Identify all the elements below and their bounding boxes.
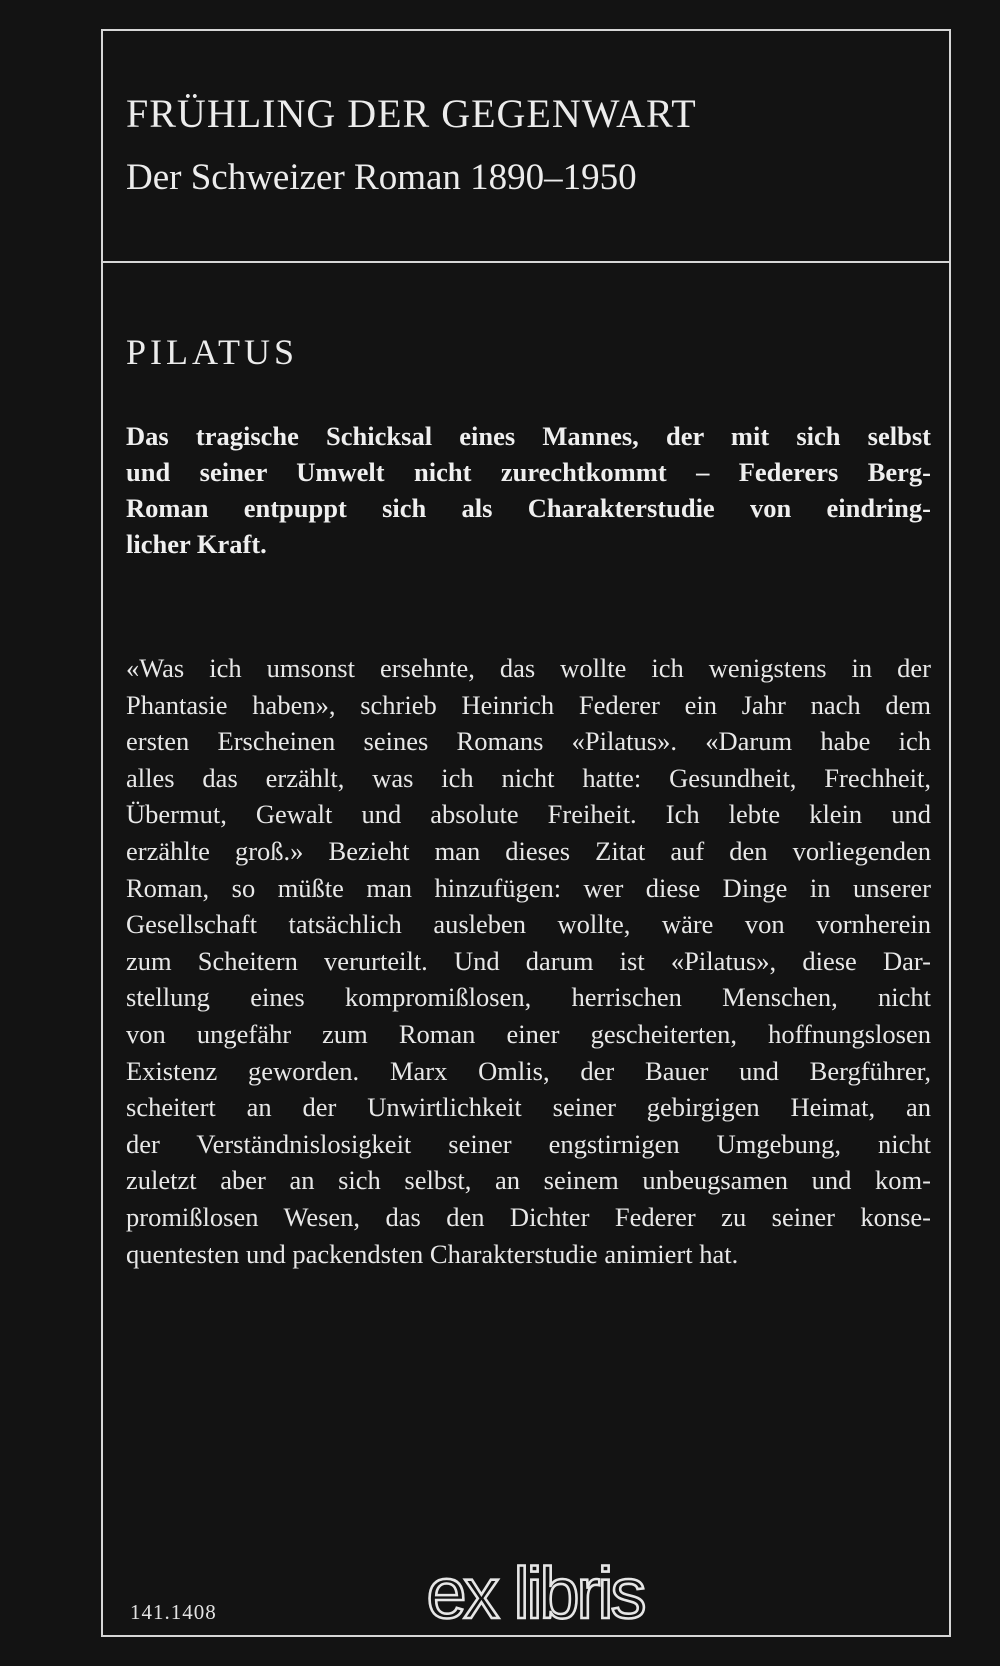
description-line: Phantasie haben», schrieb Heinrich Federer ein Jahr nach dem: [126, 689, 931, 720]
tagline: [126, 418, 931, 562]
description-text: [126, 650, 931, 1272]
description-line: der Verständnislosigkeit seiner engstirnigen Umgebung, nicht: [126, 1128, 931, 1159]
tagline-line: licher Kraft.: [126, 529, 267, 559]
description-line: erzählte groß.» Bezieht man dieses Zitat auf den vorliegenden: [126, 835, 931, 866]
tagline-line: Roman entpuppt sich als Charakterstudie von eindring-: [126, 493, 931, 523]
series-title: FRÜHLING DER GEGENWART: [126, 91, 697, 136]
book-title: PILATUS: [126, 332, 299, 372]
description-line: promißlosen Wesen, das den Dichter Federer zu seiner konse-: [126, 1201, 931, 1232]
description-line: quentesten und packendsten Charakterstudie animiert hat.: [126, 1238, 739, 1269]
series-subtitle: Der Schweizer Roman 1890–1950: [126, 157, 637, 198]
description-line: Roman, so müßte man hinzufügen: wer diese Dinge in unserer: [126, 872, 931, 903]
tagline-line: und seiner Umwelt nicht zurechtkommt – Federers Berg-: [126, 457, 931, 487]
tagline-line: Das tragische Schicksal eines Mannes, der mit sich selbst: [126, 421, 931, 451]
description-line: stellung eines kompromißlosen, herrischen Menschen, nicht: [126, 982, 931, 1013]
description-line: scheitert an der Unwirtlichkeit seiner gebirgigen Heimat, an: [126, 1092, 931, 1123]
ex-libris-wordmark: ex libris: [426, 1554, 644, 1632]
catalog-number: 141.1408: [130, 1600, 217, 1624]
ex-libris-logo-graphic: [400, 1552, 670, 1632]
header-divider: [101, 261, 951, 263]
description-line: zuletzt aber an sich selbst, an seinem unbeugsamen und kom-: [126, 1165, 931, 1196]
ex-libris-logo: [400, 1552, 670, 1632]
description-line: ersten Erscheinen seines Romans «Pilatus». «Darum habe ich: [126, 726, 931, 757]
description-line: von ungefähr zum Roman einer gescheiterten, hoffnungslosen: [126, 1018, 931, 1049]
description-line: alles das erzählt, was ich nicht hatte: Gesundheit, Frechheit,: [126, 762, 931, 793]
description-line: Übermut, Gewalt und absolute Freiheit. Ich lebte klein und: [126, 799, 931, 830]
description-line: «Was ich umsonst ersehnte, das wollte ich wenigstens in der: [126, 653, 931, 683]
description-line: Gesellschaft tatsächlich ausleben wollte, wäre von vornherein: [126, 909, 931, 940]
description-line: Existenz geworden. Marx Omlis, der Bauer und Bergführer,: [126, 1055, 931, 1086]
description-line: zum Scheitern verurteilt. Und darum ist «Pilatus», diese Dar-: [126, 945, 931, 976]
